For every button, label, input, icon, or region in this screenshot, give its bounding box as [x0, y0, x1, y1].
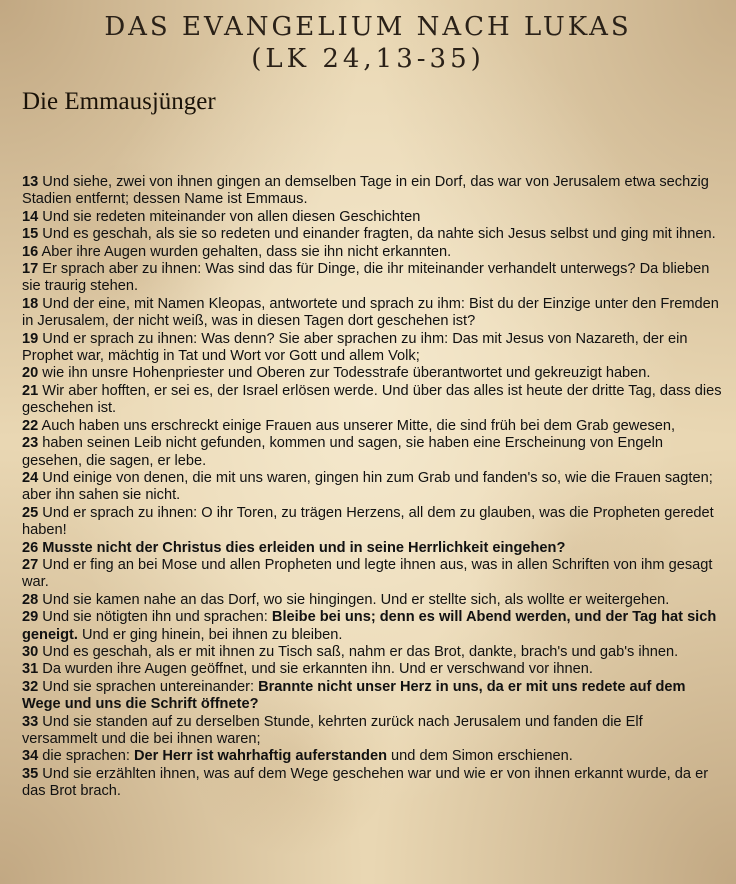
verse-text: Und er fing an bei Mose und allen Propheten und legte ihnen aus, was in allen Schriften von ihm gesagt war.	[22, 556, 713, 591]
verse-number: 26	[22, 539, 39, 556]
verse-number: 16	[22, 243, 39, 260]
verse-list	[22, 174, 722, 801]
verse-20	[22, 365, 722, 382]
verse-text-emphasis: Der Herr ist wahrhaftig auferstanden	[133, 748, 387, 765]
verse-number: 35	[22, 765, 39, 782]
verse-16	[22, 244, 722, 261]
verse-29	[22, 609, 722, 644]
verse-text: haben seinen Leib nicht gefunden, kommen und sagen, sie haben eine Erscheinung von Engeln gesehen, die sagen, er lebe.	[22, 435, 663, 469]
verse-number: 34	[22, 748, 39, 765]
verse-number: 27	[22, 556, 39, 573]
verse-13	[22, 174, 722, 209]
verse-18	[22, 296, 722, 331]
verse-number: 18	[22, 295, 39, 312]
verse-text: Und es geschah, als er mit ihnen zu Tisch saß, nahm er das Brot, dankte, brach's und gab's ihnen.	[38, 643, 679, 660]
verse-text: die sprachen:	[38, 748, 134, 765]
verse-17	[22, 261, 722, 296]
verse-32	[22, 679, 722, 714]
page-title: DAS EVANGELIUM NACH LUKAS	[104, 12, 632, 42]
verse-number: 31	[22, 661, 39, 678]
verse-text: Und sie sprachen untereinander:	[38, 678, 259, 695]
verse-number: 20	[22, 365, 39, 382]
verse-number: 24	[22, 469, 39, 486]
verse-15	[22, 226, 722, 243]
page-reference: (LK 24,13-35)	[251, 44, 485, 74]
verse-14	[22, 209, 722, 226]
verse-number: 23	[22, 435, 39, 452]
verse-number: 29	[22, 609, 39, 626]
verse-number: 13	[22, 174, 39, 190]
verse-number: 22	[22, 417, 39, 434]
verse-text: wie ihn unsre Hohenpriester und Oberen zur Todesstrafe überantwortet und gekreuzigt haben.	[38, 365, 651, 382]
verse-33	[22, 714, 722, 749]
verse-text: Und der eine, mit Namen Kleopas, antwortete und sprach zu ihm: Bist du der Einzige unter den Fremden in Jerusalem, der nicht weiß, was in diesen Tagen dort geschehen ist?	[22, 295, 719, 330]
verse-number: 14	[22, 208, 39, 225]
verse-text: Und sie erzählten ihnen, was auf dem Wege geschehen war und wie er von ihnen erkannt wurde, da er das Brot brach.	[22, 765, 709, 800]
verse-23	[22, 435, 722, 470]
verse-27	[22, 557, 722, 592]
verse-text: Und einige von denen, die mit uns waren, gingen hin zum Grab und fanden's so, wie die Frauen sagten; aber ihn sahen sie nicht.	[22, 469, 713, 504]
verse-text: Und sie standen auf zu derselben Stunde, kehrten zurück nach Jerusalem und fanden die Elf versammelt und die bei ihnen waren;	[22, 713, 643, 747]
section-heading: Die Emmausjünger	[22, 88, 216, 115]
verse-number: 32	[22, 678, 39, 695]
verse-text: Und sie nötigten ihn und sprachen:	[38, 609, 272, 626]
verse-number: 25	[22, 504, 39, 521]
verse-text: Und er sprach zu ihnen: Was denn? Sie aber sprachen zu ihm: Das mit Jesus von Nazareth, der ein Prophet war, mächtig in Tat und Wort vor Gott und allem Volk;	[22, 330, 688, 365]
verse-text: Und sie redeten miteinander von allen diesen Geschichten	[38, 208, 421, 225]
verse-text: Und siehe, zwei von ihnen gingen an demselben Tage in ein Dorf, das war von Jerusalem etwa sechzig Stadien entfernt; dessen Name ist Emmaus.	[22, 174, 709, 208]
verse-number: 17	[22, 261, 39, 278]
verse-22	[22, 418, 722, 435]
verse-number: 30	[22, 643, 39, 660]
verse-text: Und es geschah, als sie so redeten und einander fragten, da nahte sich Jesus selbst und ging mit ihnen.	[38, 226, 716, 243]
verse-34	[22, 748, 722, 765]
verse-text-emphasis: Bleibe bei uns; denn es will Abend werden, und der Tag hat sich geneigt.	[22, 609, 717, 643]
verse-text-emphasis: Musste nicht der Christus dies erleiden und in seine Herrlichkeit eingehen?	[38, 539, 566, 556]
verse-text: Auch haben uns erschreckt einige Frauen aus unserer Mitte, die sind früh bei dem Grab gewesen,	[38, 417, 676, 434]
verse-text: Und sie kamen nahe an das Dorf, wo sie hingingen. Und er stellte sich, als wollte er weitergehen.	[38, 591, 670, 608]
verse-number: 21	[22, 382, 39, 399]
verse-35	[22, 766, 722, 801]
verse-30	[22, 644, 722, 661]
verse-text-emphasis: Brannte nicht unser Herz in uns, da er mit uns redete auf dem Wege und uns die Schrift öffnete?	[22, 678, 686, 713]
verse-number: 33	[22, 713, 39, 730]
verse-number: 28	[22, 591, 39, 608]
verse-19	[22, 331, 722, 366]
verse-text: Da wurden ihre Augen geöffnet, und sie erkannten ihn. Und er verschwand vor ihnen.	[38, 661, 593, 678]
verse-31	[22, 661, 722, 678]
verse-25	[22, 505, 722, 540]
verse-text: Aber ihre Augen wurden gehalten, dass sie ihn nicht erkannten.	[38, 243, 452, 260]
verse-21	[22, 383, 722, 418]
verse-number: 15	[22, 226, 39, 243]
verse-text: Und er ging hinein, bei ihnen zu bleiben.	[77, 626, 343, 643]
verse-28	[22, 592, 722, 609]
verse-text: Und er sprach zu ihnen: O ihr Toren, zu trägen Herzens, all dem zu glauben, was die Propheten geredet haben!	[22, 504, 714, 539]
verse-26	[22, 540, 722, 557]
verse-text: und dem Simon erschienen.	[387, 748, 573, 765]
verse-24	[22, 470, 722, 505]
verse-text: Wir aber hofften, er sei es, der Israel erlösen werde. Und über das alles ist heute der dritte Tag, dass dies geschehen ist.	[22, 382, 722, 417]
verse-text: Er sprach aber zu ihnen: Was sind das für Dinge, die ihr miteinander verhandelt unterwegs? Da blieben sie traurig stehen.	[22, 261, 710, 295]
verse-number: 19	[22, 330, 39, 347]
